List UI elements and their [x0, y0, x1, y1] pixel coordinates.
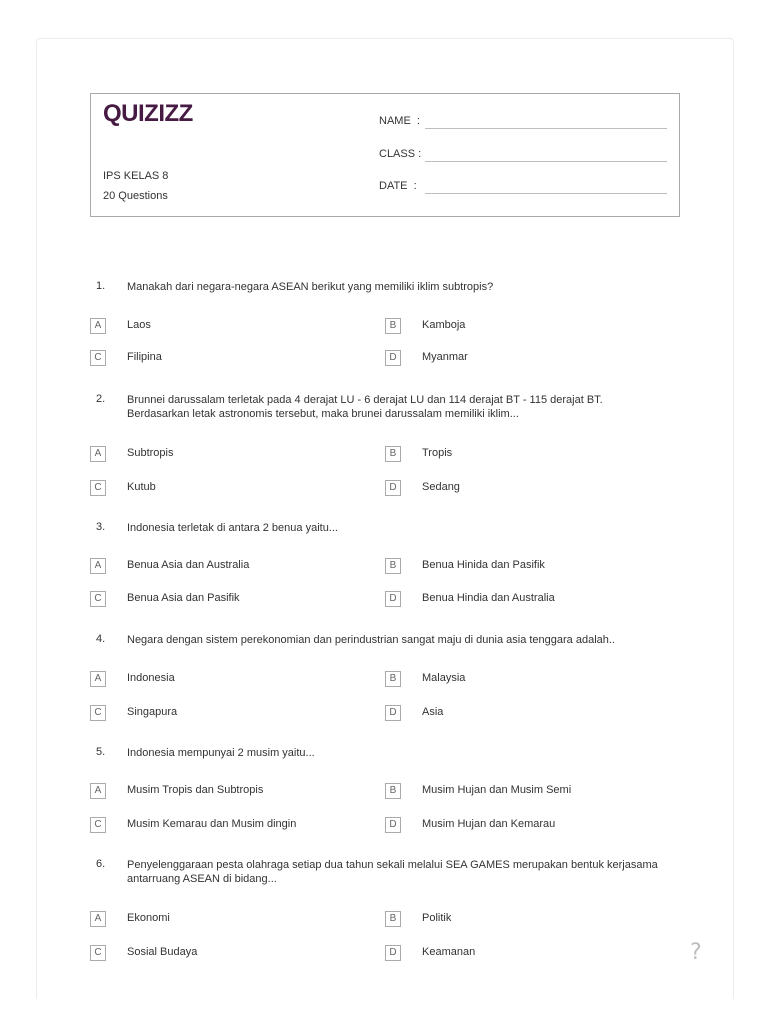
option-d-badge[interactable]: D	[385, 945, 401, 961]
option-c-text[interactable]: Benua Asia dan Pasifik	[127, 592, 240, 604]
date-field[interactable]	[379, 180, 667, 196]
question-text: Negara dengan sistem perekonomian dan perindustrian sangat maju di dunia asia tenggara adalah..	[127, 634, 615, 646]
name-label: NAME :	[379, 115, 420, 127]
question-count: 20 Questions	[103, 190, 168, 202]
option-b-text[interactable]: Kamboja	[422, 319, 466, 331]
date-label: DATE :	[379, 180, 417, 192]
option-a-text[interactable]: Laos	[127, 319, 151, 331]
option-b-text[interactable]: Benua Hinida dan Pasifik	[422, 559, 545, 571]
option-a-badge[interactable]: A	[90, 671, 106, 687]
question-number: 2.	[96, 393, 106, 405]
worksheet-header	[90, 93, 680, 217]
question-number: 1.	[96, 280, 106, 292]
question-text: Brunnei darussalam terletak pada 4 derajat LU - 6 derajat LU dan 114 derajat BT - 115 derajat BT. Berdasarkan letak astronomis tersebut, maka brunei darussalam memiliki iklim...	[127, 394, 603, 420]
option-c-badge[interactable]: C	[90, 480, 106, 496]
option-d-text[interactable]: Myanmar	[422, 351, 468, 363]
option-d-badge[interactable]: D	[385, 817, 401, 833]
option-d-badge[interactable]: D	[385, 591, 401, 607]
option-c-badge[interactable]: C	[90, 350, 106, 366]
option-c-text[interactable]: Sosial Budaya	[127, 946, 198, 958]
option-d-badge[interactable]: D	[385, 350, 401, 366]
option-a-text[interactable]: Musim Tropis dan Subtropis	[127, 784, 264, 796]
option-a-text[interactable]: Benua Asia dan Australia	[127, 559, 250, 571]
option-c-text[interactable]: Singapura	[127, 706, 178, 718]
option-b-badge[interactable]: B	[385, 671, 401, 687]
option-a-badge[interactable]: A	[90, 558, 106, 574]
option-b-text[interactable]: Malaysia	[422, 672, 466, 684]
question-mark-icon[interactable]: ?	[690, 940, 702, 965]
class-label: CLASS :	[379, 148, 422, 160]
name-field[interactable]	[379, 115, 667, 131]
option-a-text[interactable]: Indonesia	[127, 672, 175, 684]
option-a-badge[interactable]: A	[90, 783, 106, 799]
option-b-badge[interactable]: B	[385, 783, 401, 799]
option-b-badge[interactable]: B	[385, 318, 401, 334]
option-d-text[interactable]: Sedang	[422, 481, 460, 493]
date-line	[425, 193, 667, 194]
question-number: 6.	[96, 858, 106, 870]
option-c-badge[interactable]: C	[90, 817, 106, 833]
option-a-badge[interactable]: A	[90, 911, 106, 927]
option-b-badge[interactable]: B	[385, 911, 401, 927]
option-c-badge[interactable]: C	[90, 591, 106, 607]
option-b-text[interactable]: Tropis	[422, 447, 453, 459]
option-a-text[interactable]: Ekonomi	[127, 912, 170, 924]
option-d-text[interactable]: Asia	[422, 706, 444, 718]
option-c-text[interactable]: Filipina	[127, 351, 162, 363]
option-d-badge[interactable]: D	[385, 705, 401, 721]
question-number: 5.	[96, 746, 106, 758]
option-b-text[interactable]: Musim Hujan dan Musim Semi	[422, 784, 572, 796]
option-a-badge[interactable]: A	[90, 446, 106, 462]
option-d-text[interactable]: Musim Hujan dan Kemarau	[422, 818, 556, 830]
question-text: Penyelenggaraan pesta olahraga setiap dua tahun sekali melalui SEA GAMES merupakan bentuk kerjasama antarruang ASEAN di bidang...	[127, 859, 658, 885]
option-b-badge[interactable]: B	[385, 558, 401, 574]
name-line	[425, 128, 667, 129]
option-b-badge[interactable]: B	[385, 446, 401, 462]
option-d-badge[interactable]: D	[385, 480, 401, 496]
option-d-text[interactable]: Benua Hindia dan Australia	[422, 592, 555, 604]
quizizz-logo: QUIZIZZ	[103, 100, 193, 127]
option-d-text[interactable]: Keamanan	[422, 946, 476, 958]
option-c-badge[interactable]: C	[90, 945, 106, 961]
question-text: Indonesia terletak di antara 2 benua yaitu...	[127, 522, 338, 534]
question-text: Manakah dari negara-negara ASEAN berikut yang memiliki iklim subtropis?	[127, 281, 494, 293]
question-text: Indonesia mempunyai 2 musim yaitu...	[127, 747, 315, 759]
option-b-text[interactable]: Politik	[422, 912, 452, 924]
question-number: 3.	[96, 521, 106, 533]
option-c-text[interactable]: Musim Kemarau dan Musim dingin	[127, 818, 297, 830]
option-c-badge[interactable]: C	[90, 705, 106, 721]
option-c-text[interactable]: Kutub	[127, 481, 156, 493]
class-line	[425, 161, 667, 162]
class-field[interactable]	[379, 148, 667, 164]
subject-title: IPS KELAS 8	[103, 170, 169, 182]
question-number: 4.	[96, 633, 106, 645]
option-a-badge[interactable]: A	[90, 318, 106, 334]
option-a-text[interactable]: Subtropis	[127, 447, 174, 459]
